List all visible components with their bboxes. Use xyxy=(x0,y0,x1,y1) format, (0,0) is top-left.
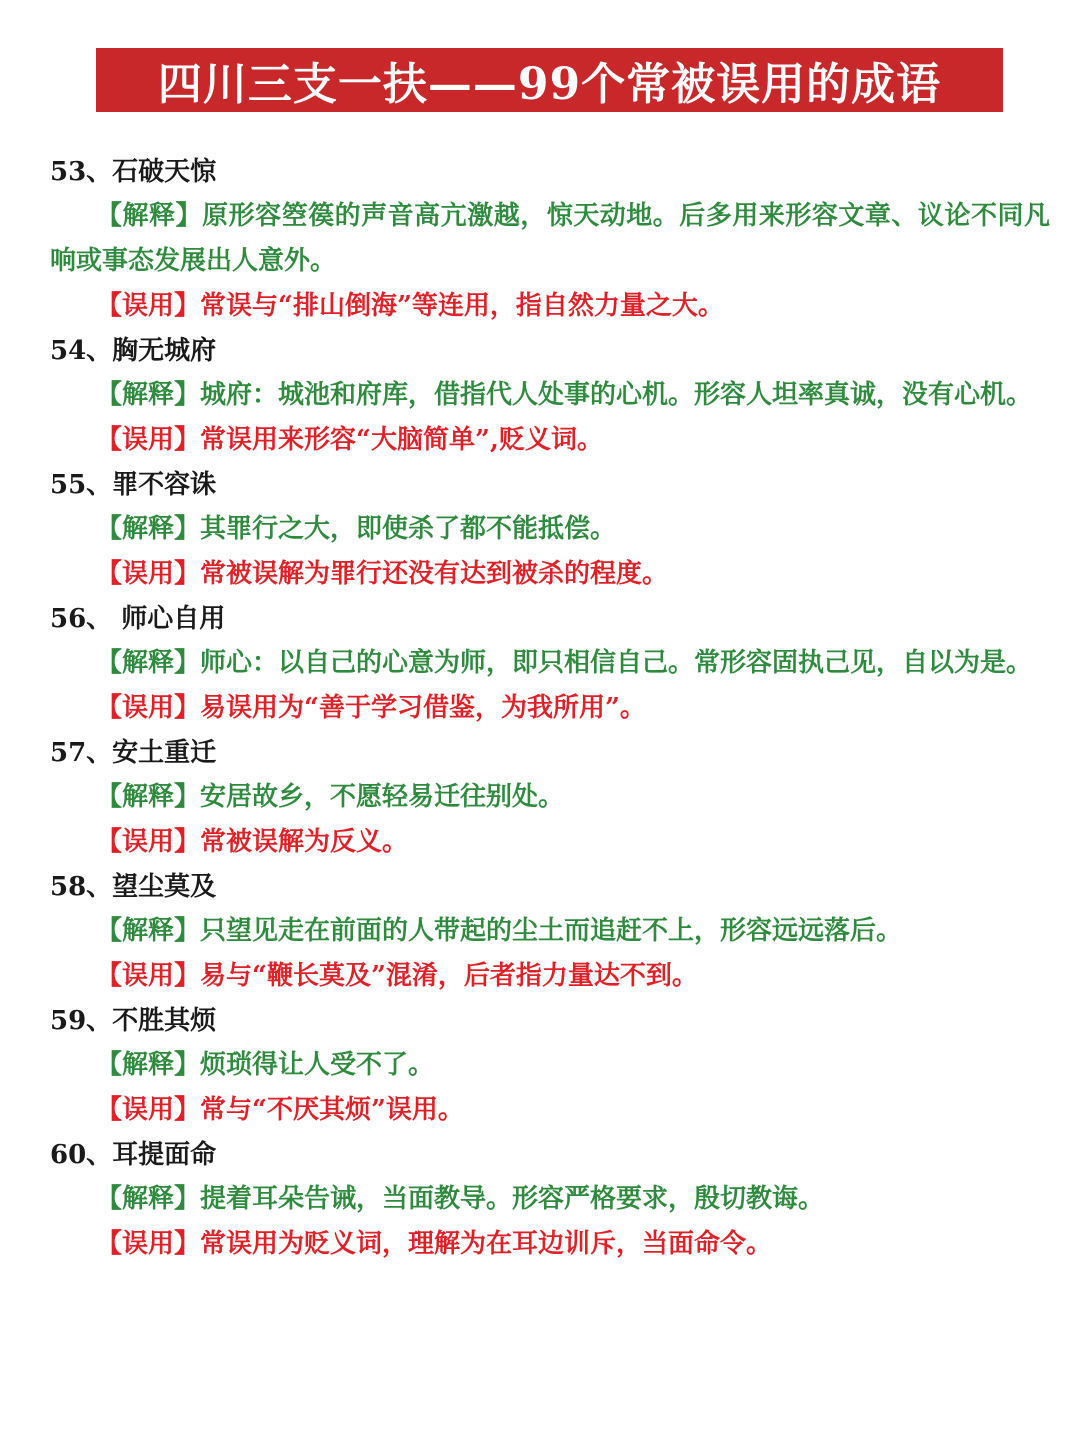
idiom-heading: 53、石破天惊 xyxy=(50,157,217,187)
explanation-paragraph xyxy=(50,1177,1050,1222)
misuse-paragraph xyxy=(50,954,1050,999)
title-banner xyxy=(96,48,1003,112)
idiom-heading: 54、胸无城府 xyxy=(50,336,217,366)
misuse-paragraph xyxy=(50,1088,1050,1133)
explanation-paragraph xyxy=(50,194,1050,284)
idiom-entry-55 xyxy=(50,463,1050,597)
explanation-text: 原形容箜篌的声音高亢激越，惊天动地。后多用来形容文章、议论不同凡响或事态发展出人意外。 xyxy=(50,201,1050,276)
misuse-label: 【误用】 xyxy=(96,693,201,723)
idiom-heading: 56、 师心自用 xyxy=(50,604,226,634)
explanation-paragraph xyxy=(50,641,1050,686)
idiom-heading: 55、罪不容诛 xyxy=(50,470,217,500)
explanation-paragraph xyxy=(50,507,1050,552)
misuse-label: 【误用】 xyxy=(96,827,201,857)
misuse-text: 常误用为贬义词，理解为在耳边训斥，当面命令。 xyxy=(200,1229,773,1259)
idiom-entry-57 xyxy=(50,731,1050,865)
misuse-label: 【误用】 xyxy=(96,291,201,321)
misuse-text: 常被误解为罪行还没有达到被杀的程度。 xyxy=(200,559,669,589)
explanation-text: 城府：城池和府库，借指代人处事的心机。形容人坦率真诚，没有心机。 xyxy=(200,380,1033,410)
explain-label: 【解释】 xyxy=(96,1050,201,1080)
misuse-label: 【误用】 xyxy=(96,961,201,991)
explanation-text: 只望见走在前面的人带起的尘土而追赶不上，形容远远落后。 xyxy=(200,916,903,946)
explanation-text: 安居故乡，不愿轻易迁往别处。 xyxy=(200,782,565,812)
misuse-text: 常误与“排山倒海”等连用，指自然力量之大。 xyxy=(200,291,724,321)
explanation-paragraph xyxy=(50,909,1050,954)
misuse-paragraph xyxy=(50,1222,1050,1267)
explain-label: 【解释】 xyxy=(96,648,201,678)
misuse-paragraph xyxy=(50,820,1050,865)
misuse-text: 易误用为“善于学习借鉴，为我所用”。 xyxy=(200,693,646,723)
misuse-text: 易与“鞭长莫及”混淆，后者指力量达不到。 xyxy=(200,961,698,991)
misuse-label: 【误用】 xyxy=(96,425,201,455)
idiom-heading: 58、望尘莫及 xyxy=(50,872,217,902)
idiom-heading: 59、不胜其烦 xyxy=(50,1006,217,1036)
idiom-heading: 57、安土重迁 xyxy=(50,738,217,768)
explanation-text: 其罪行之大，即使杀了都不能抵偿。 xyxy=(200,514,617,544)
explanation-text: 提着耳朵告诫，当面教导。形容严格要求，殷切教诲。 xyxy=(200,1184,825,1214)
page-title: 四川三支一扶——99个常被误用的成语 xyxy=(157,59,942,110)
explanation-paragraph xyxy=(50,373,1050,418)
explanation-paragraph xyxy=(50,775,1050,820)
explanation-text: 师心：以自己的心意为师，即只相信自己。常形容固执己见，自以为是。 xyxy=(200,648,1033,678)
misuse-label: 【误用】 xyxy=(96,1229,201,1259)
explain-label: 【解释】 xyxy=(96,201,203,231)
idiom-entry-56 xyxy=(50,597,1050,731)
explanation-paragraph xyxy=(50,1043,1050,1088)
misuse-label: 【误用】 xyxy=(96,559,201,589)
misuse-text: 常被误解为反义。 xyxy=(200,827,409,857)
misuse-text: 常与“不厌其烦”误用。 xyxy=(200,1095,464,1125)
idiom-entry-58 xyxy=(50,865,1050,999)
idiom-list xyxy=(50,150,1050,1267)
misuse-text: 常误用来形容“大脑简单”,贬义词。 xyxy=(200,425,603,455)
idiom-entry-59 xyxy=(50,999,1050,1133)
explain-label: 【解释】 xyxy=(96,1184,201,1214)
explain-label: 【解释】 xyxy=(96,916,201,946)
explain-label: 【解释】 xyxy=(96,782,201,812)
explain-label: 【解释】 xyxy=(96,380,201,410)
idiom-heading: 60、耳提面命 xyxy=(50,1140,217,1170)
misuse-paragraph xyxy=(50,284,1050,329)
idiom-entry-54 xyxy=(50,329,1050,463)
misuse-paragraph xyxy=(50,552,1050,597)
explanation-text: 烦琐得让人受不了。 xyxy=(200,1050,435,1080)
explain-label: 【解释】 xyxy=(96,514,201,544)
misuse-paragraph xyxy=(50,686,1050,731)
misuse-paragraph xyxy=(50,418,1050,463)
idiom-entry-53 xyxy=(50,150,1050,329)
misuse-label: 【误用】 xyxy=(96,1095,201,1125)
idiom-entry-60 xyxy=(50,1133,1050,1267)
